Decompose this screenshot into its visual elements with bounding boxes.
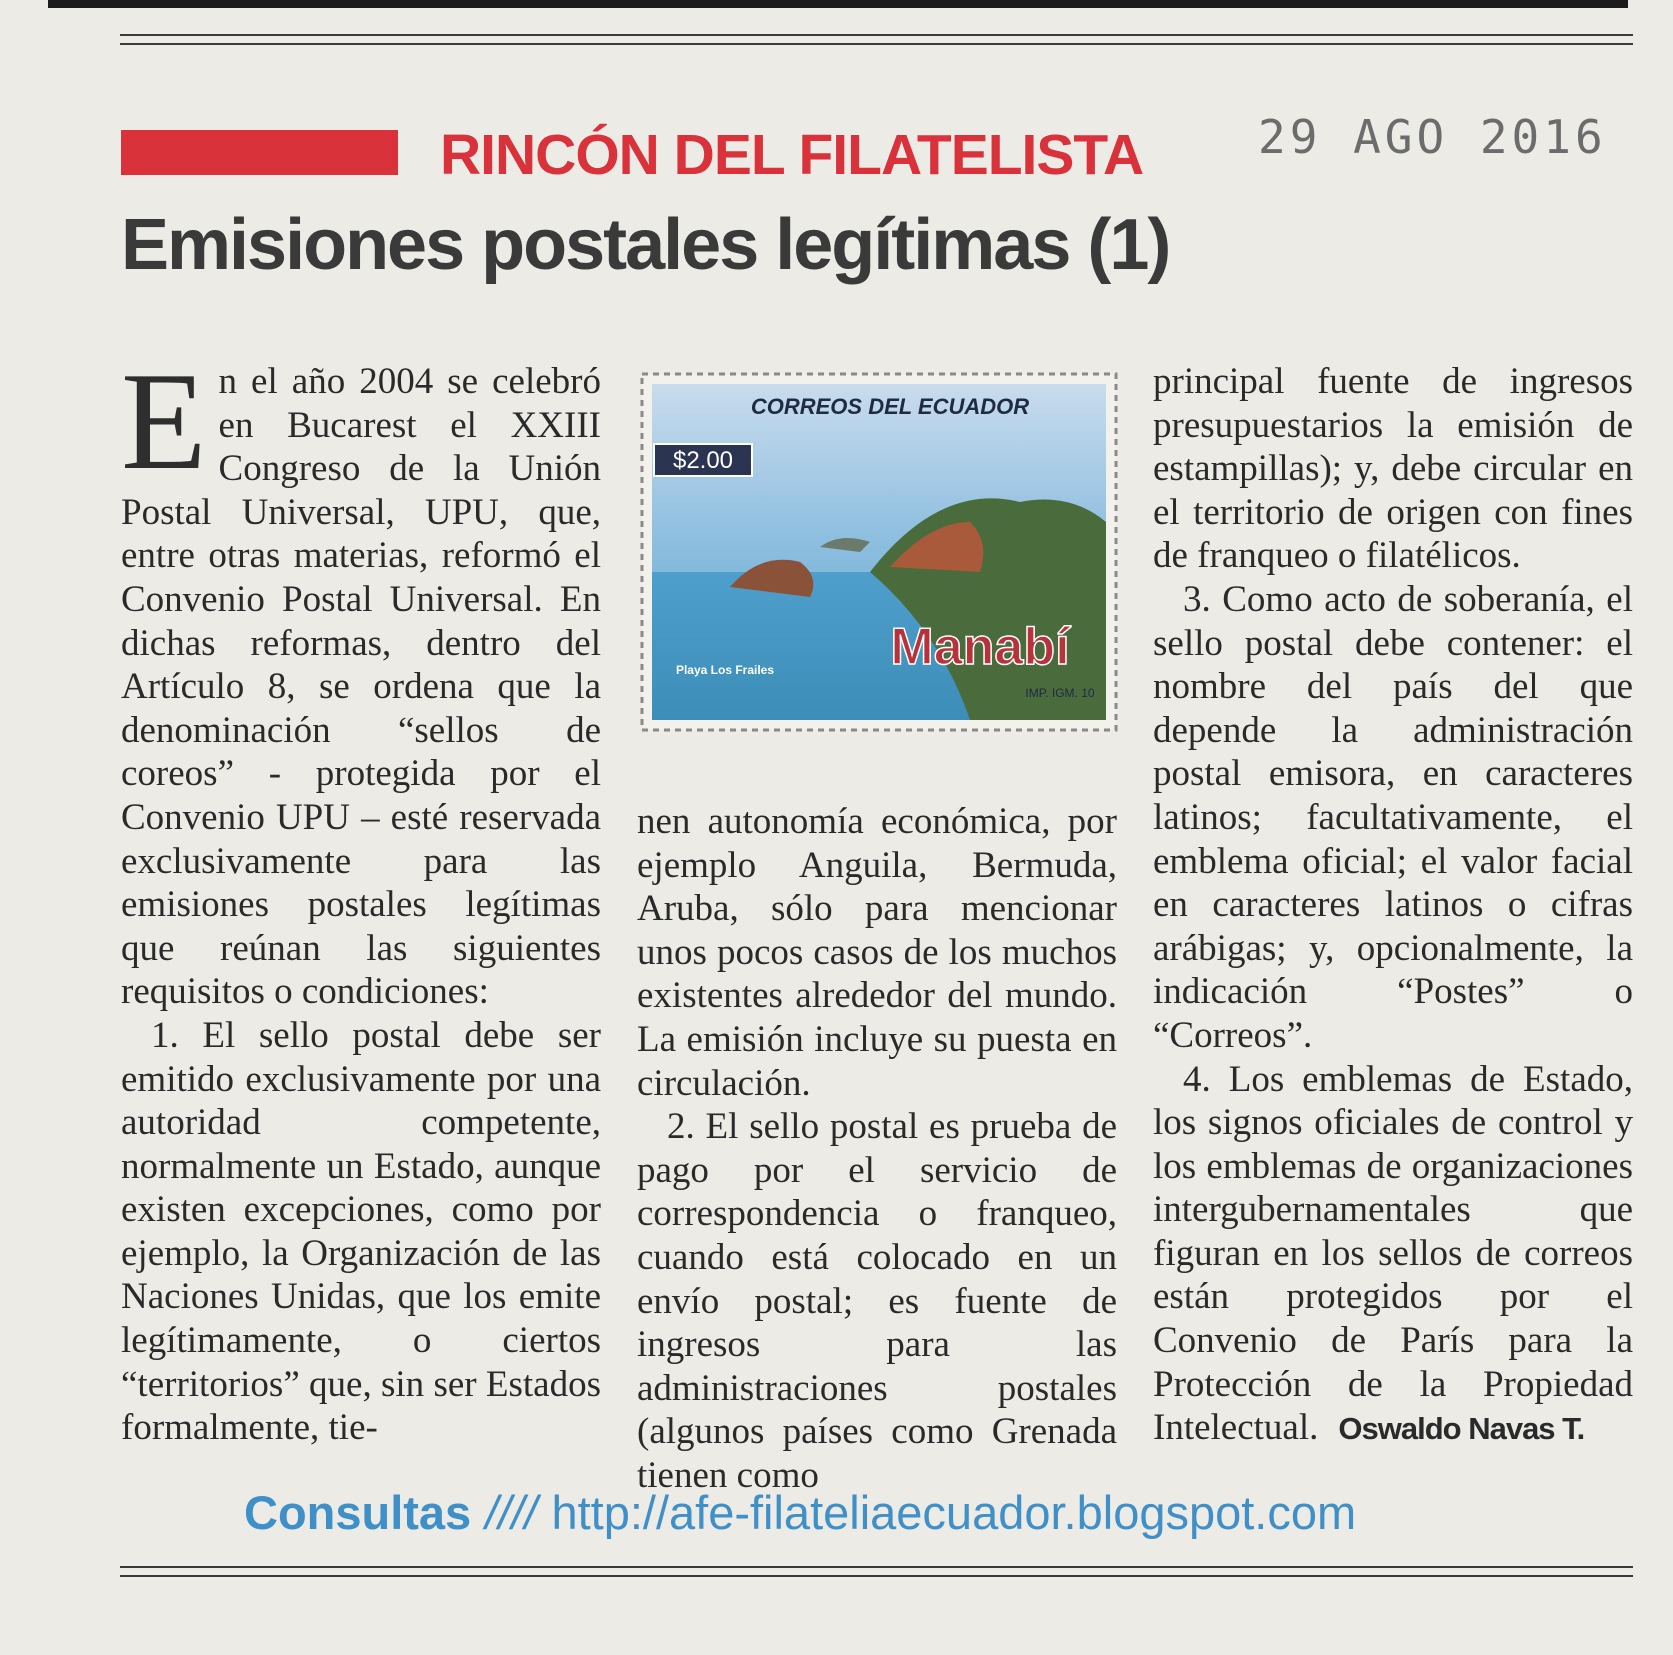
paragraph: nen autonomía económica, por ejemplo Anguila, Bermuda, Aruba, sólo para mencionar unos pocos casos de los muchos existentes alrededor del mundo. La emisión incluye su puesta en circulación.: [637, 801, 1117, 1104]
paragraph-text: 4. Los emblemas de Estado, los signos oficiales de control y los emblemas de organizaciones intergubernamentales que figuran en los sellos de correos están protegidos por el Convenio de París para la Protección de la Propiedad Intelectual.: [1153, 1058, 1633, 1449]
column-1: [121, 344, 601, 1450]
headline: Emisiones postales legítimas (1): [121, 205, 1170, 285]
paragraph: 3. Como acto de soberanía, el sello postal debe contener: el nombre del país del que depende la administración postal emisora, en caracteres latinos; facultativamente, el emblema oficial; el valor facial en caracteres latinos o cifras arábigas; y, opcionalmente, la indicación “Postes” o “Correos”.: [1153, 578, 1633, 1056]
paragraph-text: n el año 2004 se celebró en Bucarest el XXIII Congreso de la Unión Postal Universal, UPU, que, entre otras materias, reformó el Convenio Postal Universal. En dichas reformas, dentro del Artículo 8, se ordena que la denominación “sellos de coreos” - protegida por el Convenio UPU – esté reservada exclusivamente para las emisiones postales legítimas que reúnan las siguientes requisitos o condiciones:: [121, 361, 601, 1013]
paragraph: [121, 344, 601, 1014]
footer-separator: ////: [485, 1486, 538, 1539]
byline: Oswaldo Navas T.: [1338, 1411, 1585, 1447]
paragraph: [1153, 1058, 1633, 1451]
column-3: [1153, 360, 1633, 1451]
top-rule: [120, 34, 1633, 45]
stamp-value: $2.00: [672, 447, 734, 474]
section-title: RINCÓN DEL FILATELISTA: [440, 123, 1144, 187]
bottom-rule: [120, 1566, 1633, 1577]
stamp-printer: IMP. IGM. 10: [1025, 686, 1095, 700]
paragraph: 2. El sello postal es prueba de pago por el servicio de correspondencia o franqueo, cuando está colocado en un envío postal; es fuente de ingresos para las administraciones postales (algunos países como Grenada tienen como: [637, 1106, 1117, 1496]
paragraph: 1. El sello postal debe ser emitido exclusivamente por una autoridad competente, normalmente un Estado, aunque existen excepciones, como por ejemplo, la Organización de las Naciones Unidas, que los emite legítimamente, o ciertos “territorios” que, sin ser Estados formalmente, tie-: [121, 1014, 601, 1449]
section-color-bar: [121, 130, 398, 175]
column-2: [637, 800, 1117, 1498]
stamp-country: CORREOS DEL ECUADOR: [750, 394, 1030, 419]
drop-cap: E: [121, 344, 207, 499]
date-stamp: 29 AGO 2016: [1258, 110, 1607, 164]
stamp-province: Manabí: [890, 618, 1070, 676]
footer: [244, 1485, 1356, 1540]
stamp-image: [640, 372, 1118, 732]
paragraph: principal fuente de ingresos presupuestarios la emisión de estampillas); y, debe circular en el territorio de origen con fines de franqueo o filatélicos.: [1153, 361, 1633, 577]
top-border: [48, 0, 1628, 8]
footer-label: Consultas: [244, 1486, 472, 1539]
stamp-place: Playa Los Frailes: [675, 663, 775, 677]
footer-url-link[interactable]: http://afe-filateliaecuador.blogspot.com: [551, 1486, 1357, 1539]
